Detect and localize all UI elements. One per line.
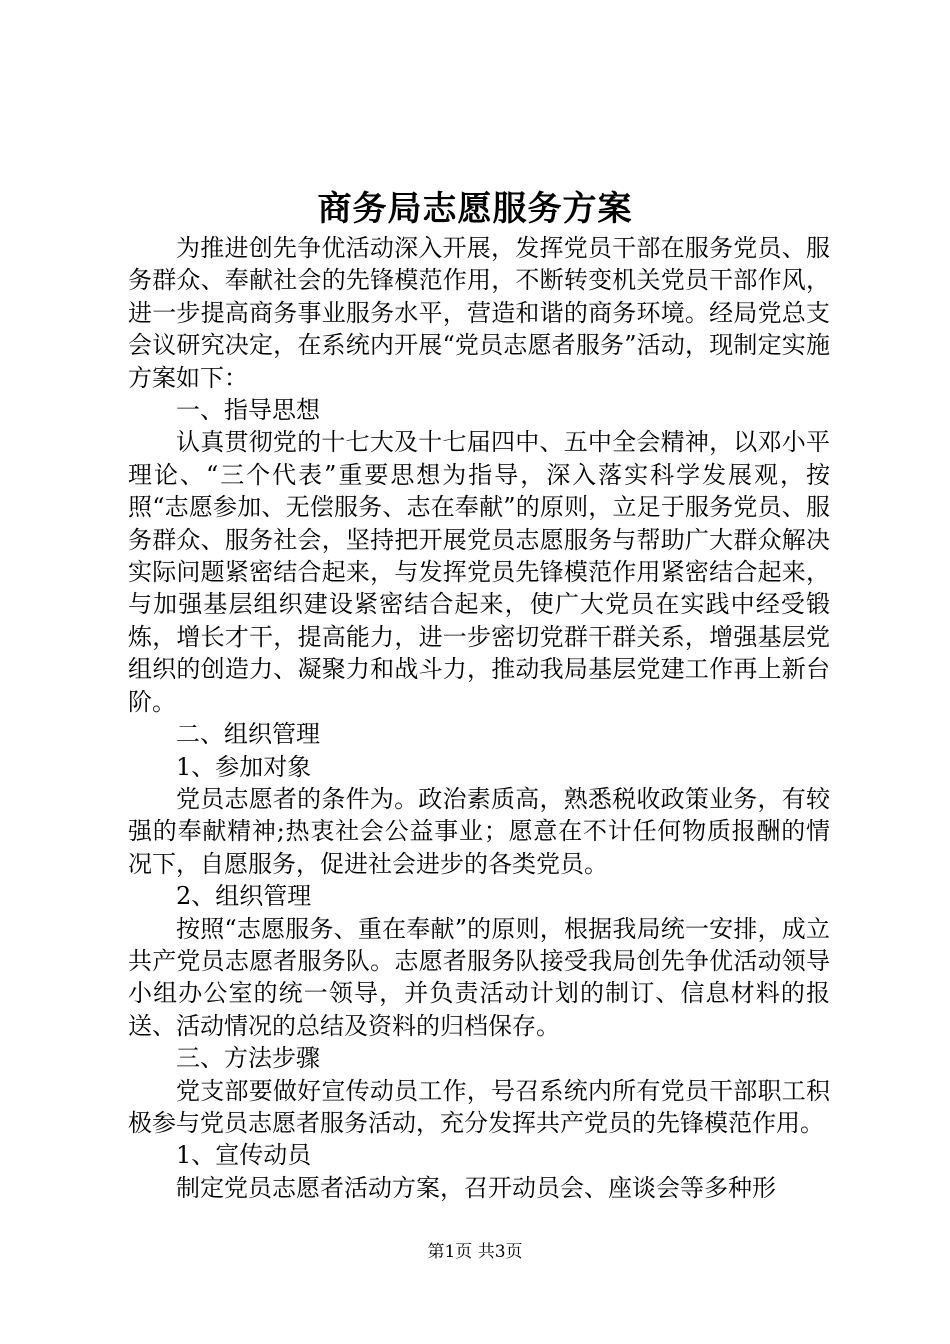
section-heading-organization: 二、组织管理 xyxy=(176,720,320,749)
paragraph-intro: 为推进创先争优活动深入开展，发挥党员干部在服务党员、服务群众、奉献社会的先锋模范作用，不断转变机关党员干部作风，进一步提高商务事业服务水平，营造和谐的商务环境。经局党总支会议研究决定，在系统内开展“党员志愿者服务”活动，现制定实施方案如下： xyxy=(128,234,830,392)
subsection-heading-publicity: 1、宣传动员 xyxy=(176,1141,312,1170)
paragraph-participants: 党员志愿者的条件为。政治素质高，熟悉税收政策业务，有较强的奉献精神;热衷社会公益事业；愿意在不计任何物质报酬的情况下，自愿服务，促进社会进步的各类党员。 xyxy=(128,784,830,878)
paragraph-management: 按照“志愿服务、重在奉献”的原则，根据我局统一安排，成立共产党员志愿者服务队。志愿者服务队接受我局创先争优活动领导小组办公室的统一领导，并负责活动计划的制订、信息材料的报送、活动情况的总结及资料的归档保存。 xyxy=(128,914,830,1040)
document-title: 商务局志愿服务方案 xyxy=(317,189,633,229)
section-heading-guiding-ideology: 一、指导思想 xyxy=(176,396,320,425)
page-number: 第1页 共3页 xyxy=(427,1242,523,1262)
paragraph-publicity: 制定党员志愿者活动方案，召开动员会、座谈会等多种形 xyxy=(176,1173,776,1202)
section-heading-steps: 三、方法步骤 xyxy=(176,1044,320,1073)
paragraph-guiding-ideology: 认真贯彻党的十七大及十七届四中、五中全会精神，以邓小平理论、“三个代表”重要思想为指导，深入落实科学发展观，按照“志愿参加、无偿服务、志在奉献”的原则，立足于服务党员、服务群众、服务社会，坚持把开展党员志愿服务与帮助广大群众解决实际问题紧密结合起来，与发挥党员先锋模范作用紧密结合起来，与加强基层组织建设紧密结合起来，使广大党员在实践中经受锻炼，增长才干，提高能力，进一步密切党群干群关系，增强基层党组织的创造力、凝聚力和战斗力，推动我局基层党建工作再上新台阶。 xyxy=(128,428,830,716)
subsection-heading-participants: 1、参加对象 xyxy=(176,752,312,781)
subsection-heading-management: 2、组织管理 xyxy=(176,882,312,911)
document-body xyxy=(128,232,830,1204)
paragraph-steps: 党支部要做好宣传动员工作，号召系统内所有党员干部职工积极参与党员志愿者服务活动，充分发挥共产党员的先锋模范作用。 xyxy=(128,1076,830,1137)
